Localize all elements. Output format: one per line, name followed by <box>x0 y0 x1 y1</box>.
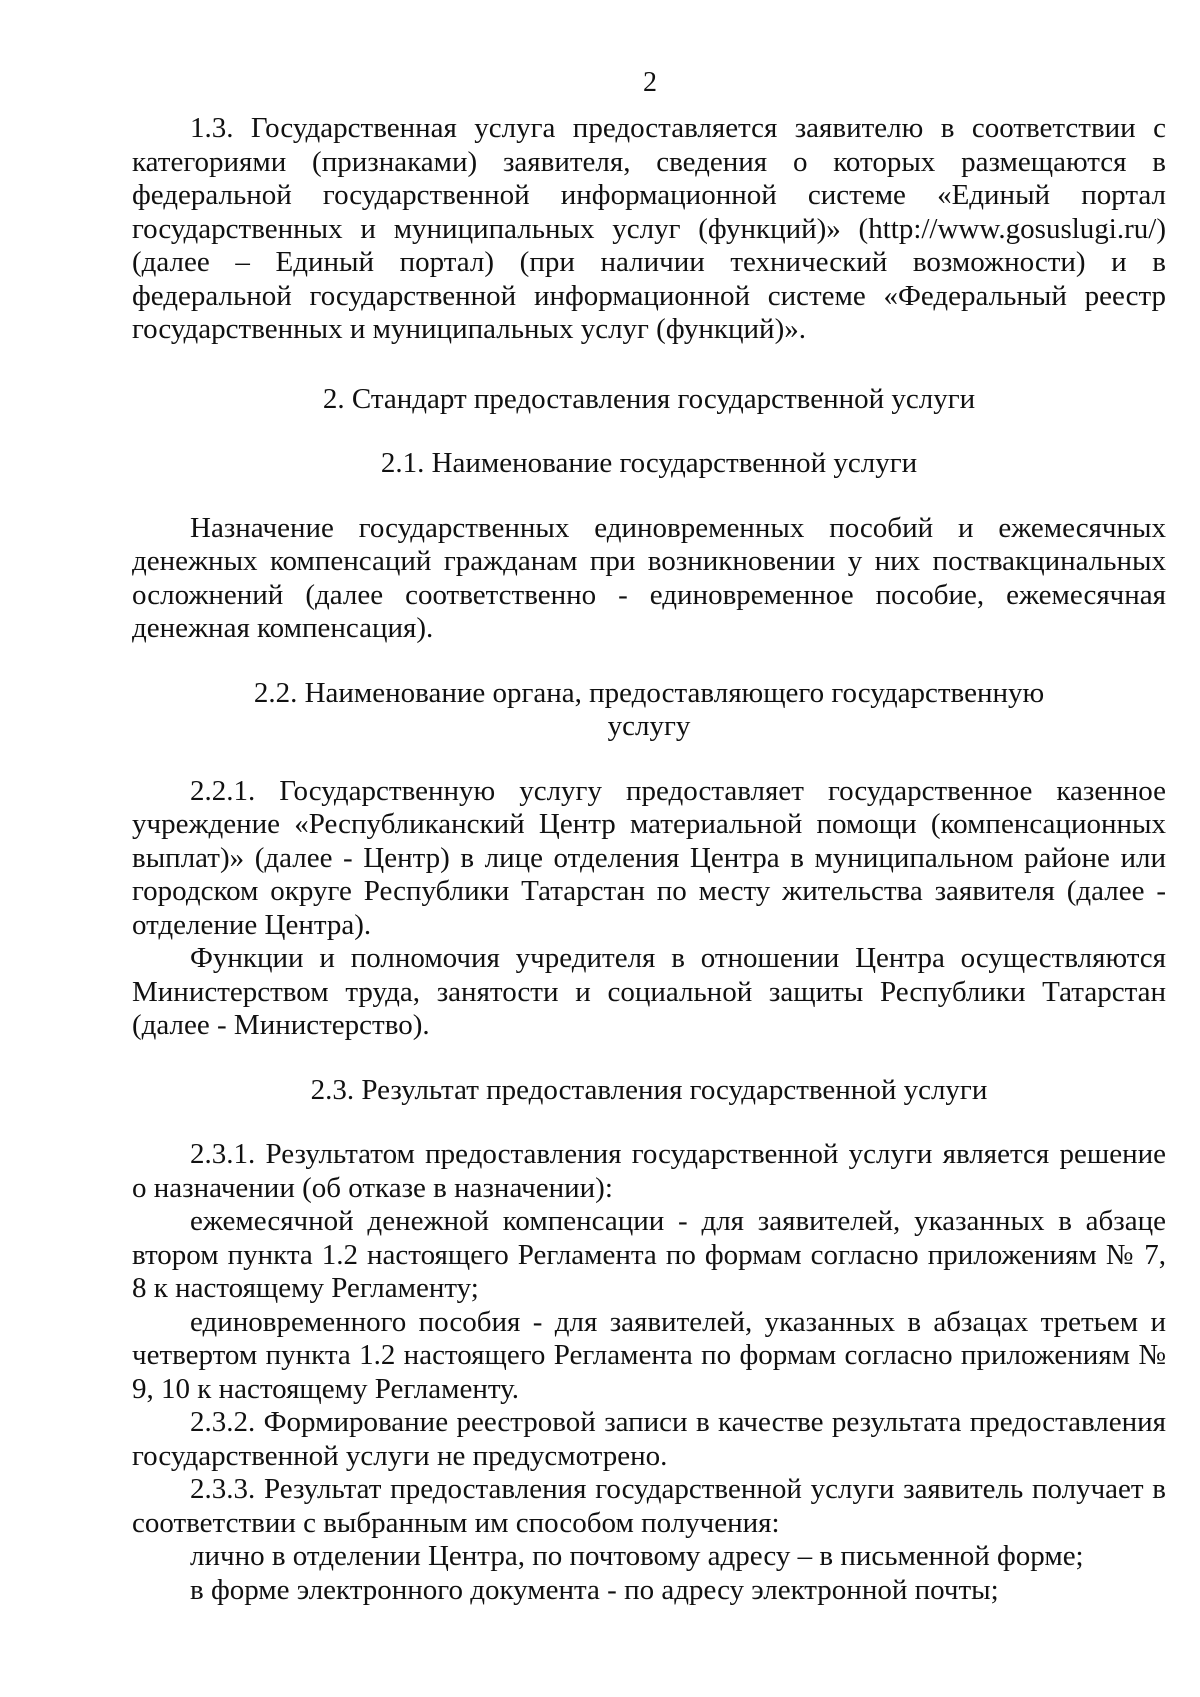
document-body <box>132 112 1166 1607</box>
paragraph-electronic: в форме электронного документа - по адресу электронной почты; <box>190 1573 999 1606</box>
section-heading-2: 2. Стандарт предоставления государственной услуги <box>322 382 976 415</box>
section-heading-2-1: 2.1. Наименование государственной услуги <box>380 447 918 479</box>
paragraph-2-3-3: 2.3.3. Результат предоставления государственной услуги заявитель получает в соответствии с выбранным им способом получения: <box>132 1473 1166 1539</box>
paragraph-2-3-1: 2.3.1. Результатом предоставления государственной услуги является решение о назначении (об отказе в назначении): <box>132 1138 1166 1204</box>
paragraph-in-person: лично в отделении Центра, по почтовому адресу – в письменной форме; <box>190 1540 1084 1572</box>
spacer <box>132 646 1166 677</box>
spacer <box>132 347 1166 383</box>
spacer <box>132 481 1166 512</box>
spacer <box>132 416 1166 447</box>
paragraph-lump-sum-allowance: единовременного пособия - для заявителей, указанных в абзацах третьем и четвертом пункта 1.2 настоящего Регламента по формам согласно приложениям № 9, 10 к настоящему Регламенту. <box>132 1305 1166 1405</box>
paragraph-2-3-2: 2.3.2. Формирование реестровой записи в качестве результата предоставления государственной услуги не предусмотрено. <box>132 1406 1166 1472</box>
paragraph-1-3: 1.3. Государственная услуга предоставляется заявителю в соответствии с категориями (признаками) заявителя, сведения о которых размещаются в федеральной государственной информационной системе «Единый портал государственных и муниципальных услуг (функций)» (http://www.gosuslugi.ru/) (далее – Единый портал) (при наличии технический возможности) и в федеральной государственной информационной системе «Федеральный реестр государственных и муниципальных услуг (функций)». <box>132 112 1166 345</box>
section-heading-2-2: 2.2. Наименование органа, предоставляющего государственную услугу <box>253 676 1045 742</box>
spacer <box>132 1107 1166 1138</box>
spacer <box>132 744 1166 775</box>
paragraph-service-name: Назначение государственных единовременных пособий и ежемесячных денежных компенсаций гражданам при возникновении у них поствакцинальных осложнений (далее соответственно - единовременное пособие, ежемесячная денежная компенсация). <box>132 511 1166 644</box>
spacer <box>132 1043 1166 1074</box>
paragraph-founder-functions: Функции и полномочия учредителя в отношении Центра осуществляются Министерством труда, занятости и социальной защиты Республики Татарстан (далее - Министерство). <box>132 942 1166 1041</box>
page-number: 2 <box>643 67 657 98</box>
paragraph-monthly-compensation: ежемесячной денежной компенсации - для заявителей, указанных в абзаце втором пункта 1.2 настоящего Регламента по формам согласно приложениям № 7, 8 к настоящему Регламенту; <box>132 1205 1166 1304</box>
section-heading-2-3: 2.3. Результат предоставления государственной услуги <box>310 1073 988 1106</box>
paragraph-2-2-1: 2.2.1. Государственную услугу предоставляет государственное казенное учреждение «Республиканский Центр материальной помощи (компенсационных выплат)» (далее - Центр) в лице отделения Центра в муниципальном районе или городском округе Республики Татарстан по месту жительства заявителя (далее - отделение Центра). <box>132 774 1166 941</box>
